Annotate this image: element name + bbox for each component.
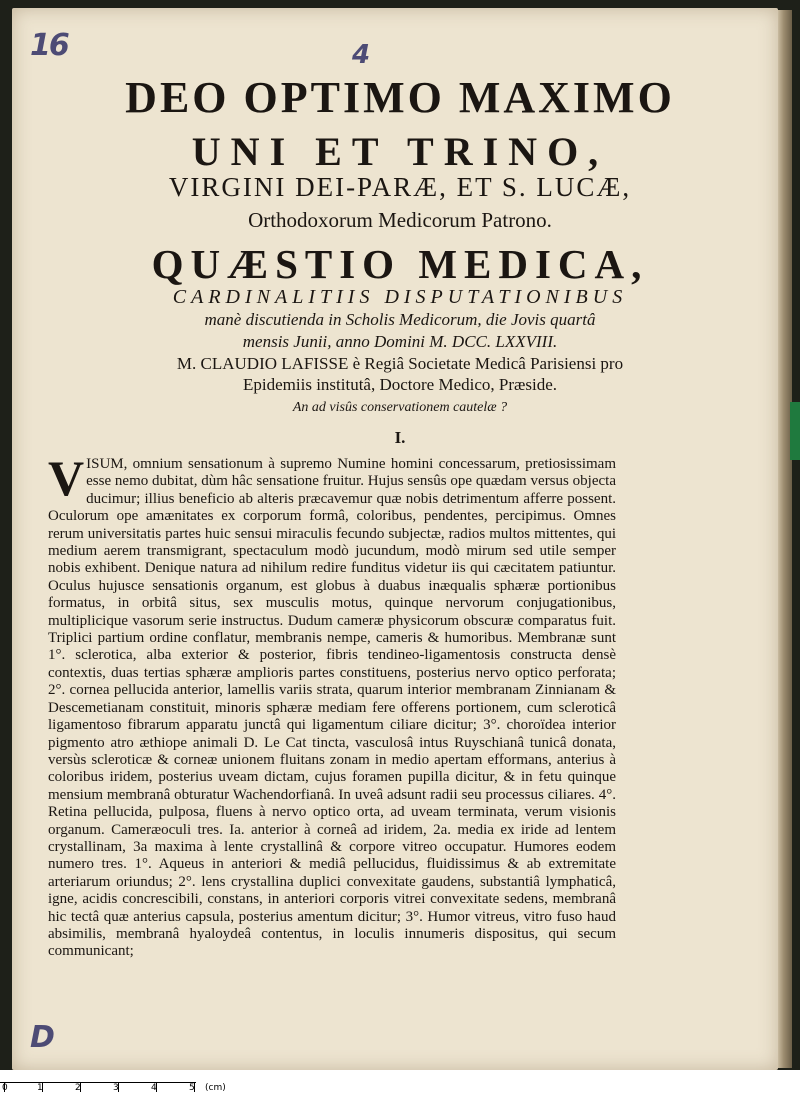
scale-label: 0 [2,1083,8,1093]
title-line-2: UNI ET TRINO, [191,129,609,174]
place-line: manè discutienda in Scholis Medicorum, die Jovis quartâ [204,310,596,329]
scale-label: 2 [75,1083,81,1093]
handwritten-sheet-mark: 4 [352,40,371,70]
date-line: mensis Junii, anno Domini M. DCC. LXXVIII. [242,332,558,351]
scale-bar [0,1082,196,1083]
body-paragraph [48,450,616,961]
scale-strip [0,1070,800,1108]
handwritten-letter: D [30,1020,55,1055]
president-line-1: M. CLAUDIO LAFISSE è Regiâ Societate Medicâ Parisiensi pro [176,354,624,373]
scale-label: 3 [113,1083,119,1093]
title-line-3: VIRGINI DEI-PARÆ, ET S. LUCÆ, [168,172,632,202]
scale-label: 1 [37,1083,43,1093]
drop-cap: V [48,450,85,506]
scale-label: 4 [151,1083,157,1093]
question-heading: QUÆSTIO MEDICA, [151,241,649,287]
disputation-line: CARDINALITIIS DISPUTATIONIBUS [172,286,628,308]
president-line-2: Epidemiis institutâ, Doctore Medico, Præside. [243,375,557,394]
scale-unit: (cm) [205,1083,226,1093]
question-text: An ad visûs conservationem cautelæ ? [292,400,508,415]
title-line-4: Orthodoxorum Medicorum Patrono. [248,208,552,232]
section-number: I. [394,428,406,447]
scale-label: 5 [189,1083,195,1093]
handwritten-folio-number: 16 [30,28,68,63]
title-line-1: DEO OPTIMO MAXIMO [125,73,675,122]
body-text: ISUM, omnium sensationum à supremo Numine homini concessarum, pretiosissimam esse nemo dubitat, dùm hâc sensatione fruitur. Hujus sensûs ope quædam versus objecta ducimur; illius beneficio ab alteris præcavemur quæ nobis detrimentum afferre possent. Oculorum ope amænitates ex corporum formâ, coloribus, pendentes, percipimus. Omnes rerum universitatis partes huic sensui miraculis fecundo subjectæ, radios multos mittentes, qui medium aerem transmigrant, spectaculum modò jucundum, modò mirum sed utile semper nobis exhibent. Denique natura ad nihilum redire funditus videtur iis qui cæcitatem patiuntur. Oculus hujusce sensationis organum, est globus à duabus inæqualis sphæræ portionibus formatus, in orbitâ situs, sex musculis motus, quinque nervorum conjugationibus, multiplicique vasorum serie instructus. Dudum cameræ physicorum obscuræ comparatus fuit. Triplici partium ordine conflatur, membranis nempe, cameris & humoribus. Membranæ sunt 1°. sclerotica, alba exterior & posterior, fibris tendineo-ligamentosis constructa densè contextis, duas tertias sphæræ amplioris partes constituens, posterius nervo optico perforata; 2°. cornea pellucida anterior, lamellis variis strata, quarum interior membranam Zinnianam & Descemetianam constituit, minoris sphæræ mediam fere offerens portionem, cum scleroticâ ligamentoso fibrarum apparatu junctâ qui ligamentum ciliare dicitur; 3°. choroïdea interior pigmento atro æthiope animali D. Le Cat tincta, vasculosâ intus Ruyschianâ tunicâ donata, versùs scleroticæ & corneæ unionem fluitans zonam in medio apertam efformans, anterius à coloribus iridem, posterius uveam dictam, cujus foramen pupilla dicitur, & in fetu quinque mensium membranâ obturatur Wachendorfianâ. In uveâ adsunt radii seu processus ciliares. 4°. Retina pellucida, pulposa, fluens à nervo optico orta, ad uveam terminata, verum visionis organum. Cameræoculi tres. Ia. anterior à corneâ ad iridem, 2a. media ex iride ad lentem crystallinam, 3a maxima à lente crystallinâ & corpore vitreo occupatur. Humores eodem numero tres. 1°. Aqueus in anteriori & mediâ pellucidus, fluidissimus & ab extremitate arteriarum oriundus; 2°. lens crystallina duplici convexitate gaudens, substantiâ lymphaticâ, igne, acidis concrescibili, constans, in anteriori corporis vitrei convexitate sedens, membranâ hic tectâ quæ anterius capsula, posterius amentum dicitur; 3°. Humor vitreus, vitro fuso haud absimilis, membranâ hyaloydeâ contentus, in loculis innumeris dispositus, qui secum communicant; [48,456,616,960]
